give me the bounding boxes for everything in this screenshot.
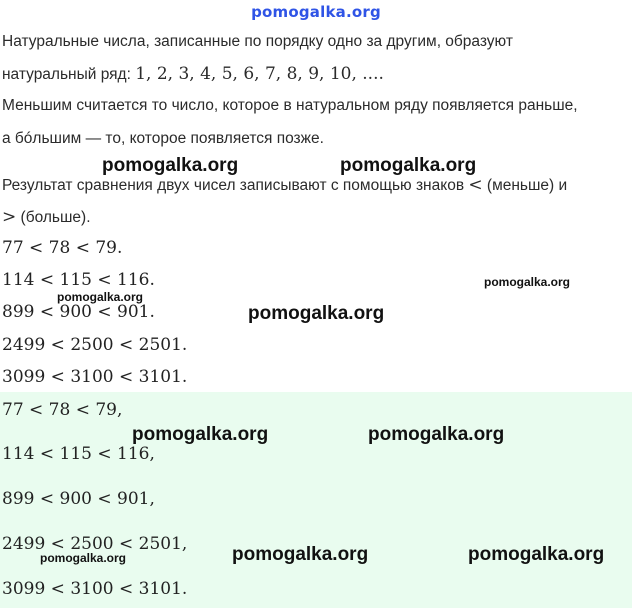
comparison-less-label: (меньше) и <box>482 177 568 194</box>
watermark: pomogalka.org <box>248 303 385 324</box>
answer-line: 899 < 900 < 901, <box>2 489 155 509</box>
watermark: pomogalka.org <box>368 424 505 445</box>
answer-line: 3099 < 3100 < 3101. <box>2 579 188 599</box>
example-line: 3099 < 3100 < 3101. <box>2 367 188 387</box>
watermark: pomogalka.org <box>132 424 269 445</box>
greater-sign: > <box>2 207 17 227</box>
comparison-line-2 <box>2 207 91 227</box>
example-line: 114 < 115 < 116. <box>2 270 155 290</box>
watermark: pomogalka.org <box>102 155 239 176</box>
example-line: 2499 < 2500 < 2501. <box>2 335 188 355</box>
watermark: pomogalka.org <box>340 155 477 176</box>
watermark: pomogalka.org <box>57 290 144 304</box>
intro-line-2 <box>2 64 384 84</box>
example-line: 899 < 900 < 901. <box>2 302 155 322</box>
watermark: pomogalka.org <box>484 275 571 289</box>
intro-line-4: а бóльшим — то, которое появляется позже. <box>2 130 324 147</box>
intro-line-1: Натуральные числа, записанные по порядку одно за другим, образуют <box>2 33 513 50</box>
answer-box <box>0 392 632 608</box>
answer-line: 77 < 78 < 79, <box>2 400 123 420</box>
answer-line: 114 < 115 < 116, <box>2 444 155 464</box>
example-line: 77 < 78 < 79. <box>2 238 123 258</box>
natural-row-sequence: 1, 2, 3, 4, 5, 6, 7, 8, 9, 10, .... <box>135 64 384 84</box>
intro-line-3: Меньшим считается то число, которое в натуральном ряду появляется раньше, <box>2 97 578 114</box>
site-logo[interactable]: pomogalka.org <box>251 3 381 21</box>
comparison-greater-label: (больше). <box>16 209 91 226</box>
comparison-line-1 <box>2 175 567 195</box>
watermark: pomogalka.org <box>40 551 127 565</box>
watermark: pomogalka.org <box>468 544 605 565</box>
less-sign: < <box>468 175 483 195</box>
watermark: pomogalka.org <box>232 544 369 565</box>
natural-row-label: натуральный ряд: <box>2 66 136 83</box>
comparison-text: Результат сравнения двух чисел записывают с помощью знаков <box>2 177 469 194</box>
answer-line: 2499 < 2500 < 2501, <box>2 534 188 554</box>
